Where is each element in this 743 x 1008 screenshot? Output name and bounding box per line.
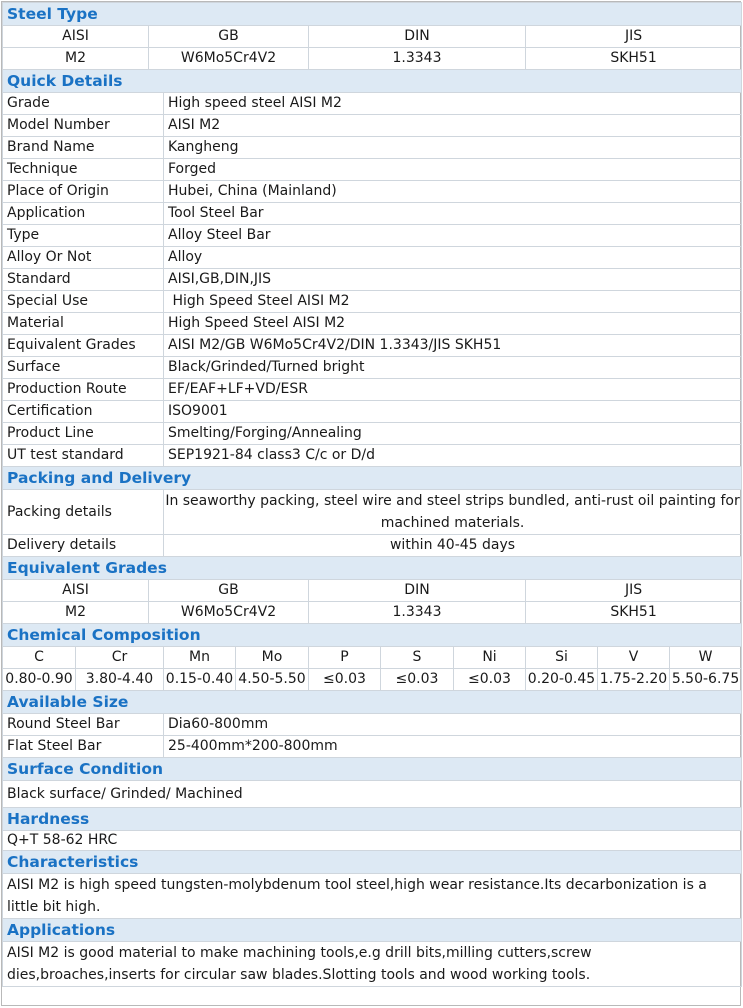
surface-row — [3, 781, 742, 808]
composition-cell: 3.80-4.40 — [76, 669, 164, 691]
applications-row — [3, 942, 742, 987]
section-packing-delivery — [3, 467, 742, 490]
header-cell: DIN — [309, 26, 526, 48]
header-cell: GB — [149, 580, 309, 602]
composition-cell: 1.75-2.20 — [598, 669, 670, 691]
hardness-text: Q+T 58-62 HRC — [3, 831, 742, 851]
element-cell: Mn — [164, 647, 236, 669]
element-cell: W — [670, 647, 742, 669]
detail-row — [3, 269, 742, 291]
detail-value: High speed steel AISI M2 — [164, 93, 742, 115]
composition-cell: 0.80-0.90 — [3, 669, 76, 691]
section-title: Quick Details — [3, 70, 742, 93]
chemical-header-row — [3, 647, 742, 669]
header-cell: JIS — [526, 26, 742, 48]
detail-label: Model Number — [3, 115, 164, 137]
value-cell: SKH51 — [526, 48, 742, 70]
detail-value: AISI M2/GB W6Mo5Cr4V2/DIN 1.3343/JIS SKH51 — [164, 335, 742, 357]
detail-row — [3, 357, 742, 379]
section-quick-details — [3, 70, 742, 93]
packing-row — [3, 490, 742, 535]
value-cell: 1.3343 — [309, 602, 526, 624]
section-applications — [3, 919, 742, 942]
size-row — [3, 714, 742, 736]
detail-value: Alloy — [164, 247, 742, 269]
delivery-label: Delivery details — [3, 535, 164, 557]
element-cell: Si — [526, 647, 598, 669]
section-characteristics — [3, 851, 742, 874]
value-cell: W6Mo5Cr4V2 — [149, 48, 309, 70]
steel-type-header-row — [3, 26, 742, 48]
section-title: Hardness — [3, 808, 742, 831]
size-value: 25-400mm*200-800mm — [164, 736, 742, 758]
section-title: Available Size — [3, 691, 742, 714]
detail-value: AISI,GB,DIN,JIS — [164, 269, 742, 291]
detail-value: High Speed Steel AISI M2 — [164, 291, 742, 313]
element-cell: V — [598, 647, 670, 669]
spec-table — [2, 2, 742, 987]
characteristics-row — [3, 874, 742, 919]
size-row — [3, 736, 742, 758]
composition-cell: ≤0.03 — [381, 669, 454, 691]
detail-value: Smelting/Forging/Annealing — [164, 423, 742, 445]
detail-label: Brand Name — [3, 137, 164, 159]
element-cell: P — [309, 647, 381, 669]
detail-row — [3, 445, 742, 467]
composition-cell: 5.50-6.75 — [670, 669, 742, 691]
detail-label: Equivalent Grades — [3, 335, 164, 357]
detail-value: Alloy Steel Bar — [164, 225, 742, 247]
equivalent-header-row — [3, 580, 742, 602]
detail-row — [3, 335, 742, 357]
detail-value: Black/Grinded/Turned bright — [164, 357, 742, 379]
header-cell: JIS — [526, 580, 742, 602]
detail-row — [3, 379, 742, 401]
section-chemical-composition — [3, 624, 742, 647]
detail-value: High Speed Steel AISI M2 — [164, 313, 742, 335]
detail-row — [3, 291, 742, 313]
composition-cell: 4.50-5.50 — [236, 669, 309, 691]
composition-cell: ≤0.03 — [309, 669, 381, 691]
detail-row — [3, 137, 742, 159]
section-title: Steel Type — [3, 3, 742, 26]
element-cell: Mo — [236, 647, 309, 669]
detail-row — [3, 247, 742, 269]
detail-row — [3, 225, 742, 247]
section-equivalent-grades — [3, 557, 742, 580]
detail-label: Surface — [3, 357, 164, 379]
detail-label: Alloy Or Not — [3, 247, 164, 269]
detail-label: Place of Origin — [3, 181, 164, 203]
detail-label: Technique — [3, 159, 164, 181]
detail-row — [3, 423, 742, 445]
section-available-size — [3, 691, 742, 714]
spec-sheet — [1, 1, 741, 1006]
composition-cell: ≤0.03 — [454, 669, 526, 691]
header-cell: AISI — [3, 580, 149, 602]
detail-row — [3, 115, 742, 137]
characteristics-text: AISI M2 is high speed tungsten-molybdenum tool steel,high wear resistance.Its decarbonization is a little bit high. — [3, 874, 742, 919]
element-cell: S — [381, 647, 454, 669]
size-label: Flat Steel Bar — [3, 736, 164, 758]
steel-type-value-row — [3, 48, 742, 70]
value-cell: SKH51 — [526, 602, 742, 624]
surface-text: Black surface/ Grinded/ Machined — [3, 781, 742, 808]
header-cell: AISI — [3, 26, 149, 48]
element-cell: Cr — [76, 647, 164, 669]
section-title: Characteristics — [3, 851, 742, 874]
detail-row — [3, 401, 742, 423]
detail-value: Tool Steel Bar — [164, 203, 742, 225]
section-surface-condition — [3, 758, 742, 781]
value-cell: 1.3343 — [309, 48, 526, 70]
section-title: Surface Condition — [3, 758, 742, 781]
packing-value: In seaworthy packing, steel wire and steel strips bundled, anti-rust oil painting for machined materials. — [164, 490, 742, 535]
detail-row — [3, 313, 742, 335]
section-title: Equivalent Grades — [3, 557, 742, 580]
detail-value: Kangheng — [164, 137, 742, 159]
composition-cell: 0.20-0.45 — [526, 669, 598, 691]
detail-value: ISO9001 — [164, 401, 742, 423]
hardness-row — [3, 831, 742, 851]
detail-label: Special Use — [3, 291, 164, 313]
detail-row — [3, 93, 742, 115]
detail-row — [3, 159, 742, 181]
section-title: Packing and Delivery — [3, 467, 742, 490]
detail-label: Type — [3, 225, 164, 247]
header-cell: DIN — [309, 580, 526, 602]
applications-text: AISI M2 is good material to make machining tools,e.g drill bits,milling cutters,screw dies,broaches,inserts for circular saw blades.Slotting tools and wood working tools. — [3, 942, 742, 987]
detail-label: Material — [3, 313, 164, 335]
detail-value: Hubei, China (Mainland) — [164, 181, 742, 203]
detail-value: Forged — [164, 159, 742, 181]
value-cell: W6Mo5Cr4V2 — [149, 602, 309, 624]
equivalent-value-row — [3, 602, 742, 624]
section-steel-type — [3, 3, 742, 26]
detail-value: EF/EAF+LF+VD/ESR — [164, 379, 742, 401]
element-cell: Ni — [454, 647, 526, 669]
detail-label: Standard — [3, 269, 164, 291]
detail-value: SEP1921-84 class3 C/c or D/d — [164, 445, 742, 467]
size-value: Dia60-800mm — [164, 714, 742, 736]
detail-label: Certification — [3, 401, 164, 423]
value-cell: M2 — [3, 602, 149, 624]
detail-label: UT test standard — [3, 445, 164, 467]
value-cell: M2 — [3, 48, 149, 70]
chemical-value-row — [3, 669, 742, 691]
section-hardness — [3, 808, 742, 831]
header-cell: GB — [149, 26, 309, 48]
detail-label: Production Route — [3, 379, 164, 401]
detail-value: AISI M2 — [164, 115, 742, 137]
element-cell: C — [3, 647, 76, 669]
detail-row — [3, 203, 742, 225]
detail-label: Application — [3, 203, 164, 225]
section-title: Chemical Composition — [3, 624, 742, 647]
size-label: Round Steel Bar — [3, 714, 164, 736]
detail-label: Grade — [3, 93, 164, 115]
composition-cell: 0.15-0.40 — [164, 669, 236, 691]
packing-label: Packing details — [3, 490, 164, 535]
section-title: Applications — [3, 919, 742, 942]
delivery-row — [3, 535, 742, 557]
delivery-value: within 40-45 days — [164, 535, 742, 557]
detail-label: Product Line — [3, 423, 164, 445]
detail-row — [3, 181, 742, 203]
